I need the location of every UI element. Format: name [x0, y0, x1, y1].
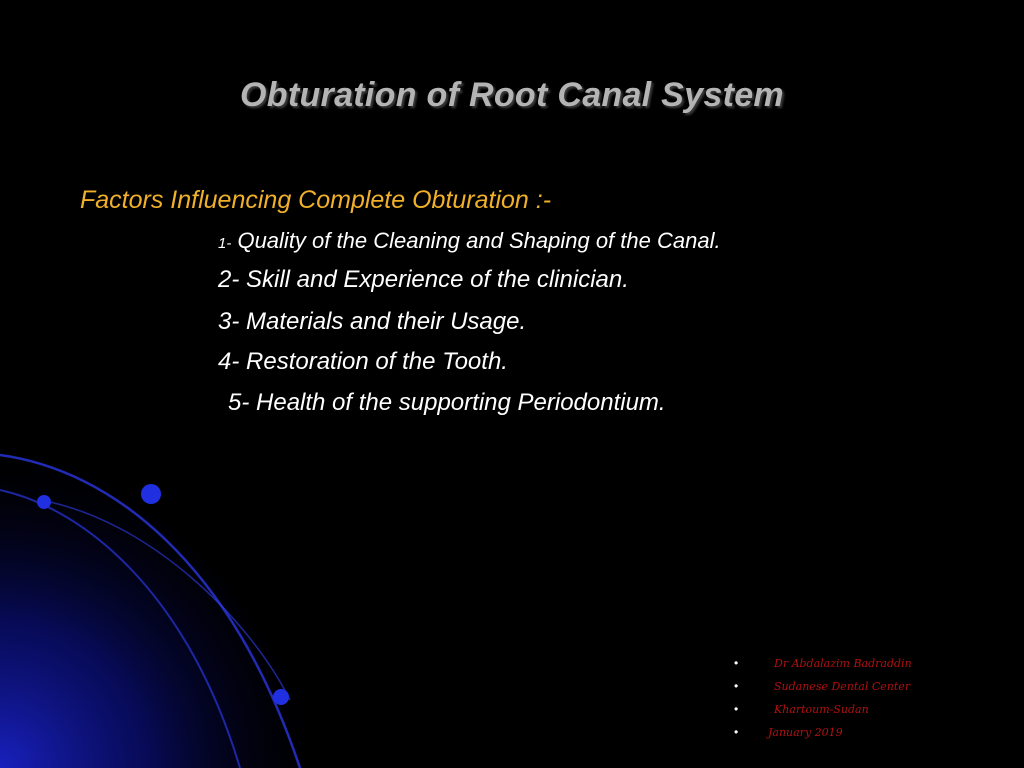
credit-author: Dr Abdalazim Badraddin: [774, 657, 912, 670]
factor-number: 1-: [218, 235, 232, 252]
bullet-icon: •: [734, 725, 739, 739]
decor-dot-bottom: [273, 689, 289, 705]
factor-item-2: 2- Skill and Experience of the clinician.: [218, 266, 629, 293]
factor-item-3: 3- Materials and their Usage.: [218, 308, 527, 335]
decor-dot-large: [141, 484, 161, 504]
factor-item-5: 5- Health of the supporting Periodontium.: [228, 389, 666, 416]
factor-text: Quality of the Cleaning and Shaping of the Canal.: [231, 228, 721, 253]
decor-dot-small: [37, 495, 51, 509]
bullet-icon: •: [734, 679, 739, 693]
slide-title: Obturation of Root Canal System: [240, 76, 784, 114]
factor-item-1: [218, 228, 721, 254]
bullet-icon: •: [734, 656, 739, 670]
credit-location: Khartoum-Sudan: [774, 703, 869, 716]
credit-organization: Sudanese Dental Center: [774, 680, 911, 693]
slide-subtitle: Factors Influencing Complete Obturation :-: [80, 186, 552, 214]
credit-date: January 2019: [768, 726, 843, 739]
bullet-icon: •: [734, 702, 739, 716]
factor-item-4: 4- Restoration of the Tooth.: [218, 348, 508, 375]
